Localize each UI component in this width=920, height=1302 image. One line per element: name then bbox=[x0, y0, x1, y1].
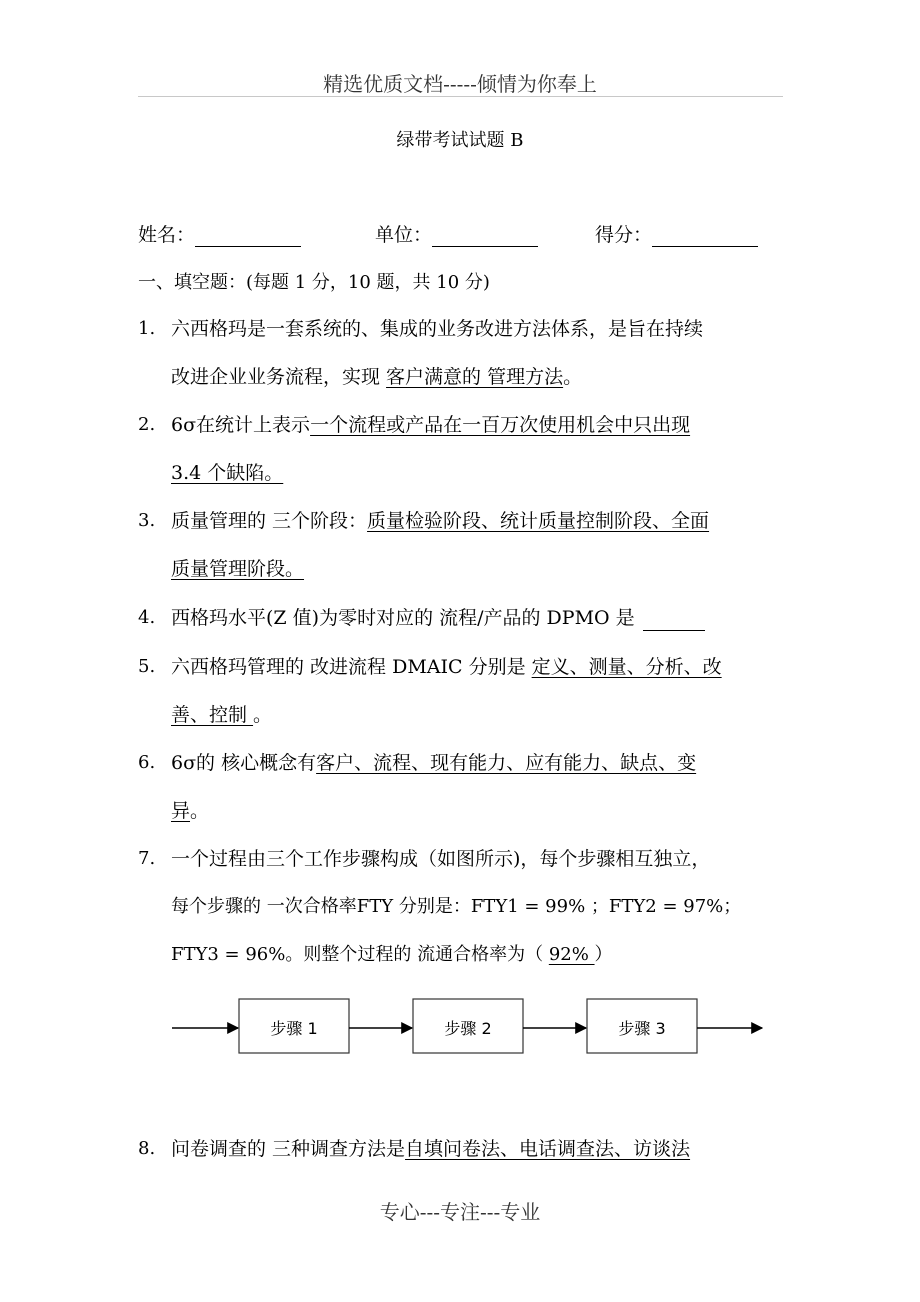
answer-text: 92% bbox=[548, 944, 595, 965]
question-2-line-2 bbox=[171, 460, 283, 486]
question-number: 1. bbox=[138, 318, 156, 339]
question-7-line-2: 每个步骤的 一次合格率FTY 分别是：FTY1 = 99% ；FTY2 = 97%； bbox=[171, 896, 742, 917]
score-field bbox=[595, 220, 758, 247]
question-text: 六西格玛管理的 改进流程 DMAIC 分别是 bbox=[171, 656, 532, 678]
question-text: 质量管理的 三个阶段： bbox=[171, 510, 368, 532]
question-7-line-1: 一个过程由三个工作步骤构成（如图所示)，每个步骤相互独立， bbox=[171, 848, 711, 870]
name-blank[interactable] bbox=[195, 224, 301, 247]
name-field bbox=[138, 220, 301, 247]
question-number: 5. bbox=[138, 656, 156, 677]
name-label: 姓名： bbox=[138, 224, 196, 246]
question-number: 8. bbox=[138, 1138, 156, 1159]
question-text: 。 bbox=[190, 800, 210, 822]
score-label: 得分： bbox=[595, 224, 653, 246]
question-6-line-1 bbox=[171, 750, 696, 776]
question-5-line-2 bbox=[171, 702, 272, 728]
answer-text: 客户、流程、现有能力、应有能力、缺点、变 bbox=[316, 752, 697, 774]
score-blank[interactable] bbox=[652, 224, 758, 247]
answer-text: 质量检验阶段、统计质量控制阶段、全面 bbox=[367, 510, 710, 532]
unit-label: 单位： bbox=[375, 224, 433, 246]
answer-text: 质量管理阶段。 bbox=[171, 558, 305, 580]
answer-blank[interactable] bbox=[643, 610, 705, 631]
question-text: 问卷调查的 三种调查方法是 bbox=[171, 1138, 406, 1160]
process-flow-diagram bbox=[170, 995, 770, 1065]
question-4-line-1 bbox=[171, 605, 705, 631]
question-text: 。 bbox=[563, 366, 583, 388]
answer-text: 客户满意的 管理方法 bbox=[386, 366, 564, 388]
question-number: 6. bbox=[138, 752, 156, 773]
question-text: 6σ在统计上表示 bbox=[171, 414, 311, 436]
question-text: 西格玛水平(Z 值)为零时对应的 流程/产品的 DPMO 是 bbox=[171, 607, 635, 629]
question-3-line-1 bbox=[171, 508, 709, 534]
question-2-line-1 bbox=[171, 412, 690, 438]
step-label: 步骤 1 bbox=[270, 1019, 318, 1038]
info-row bbox=[138, 220, 788, 250]
question-1-line-2 bbox=[171, 364, 582, 390]
question-text: 6σ的 核心概念有 bbox=[171, 752, 317, 774]
answer-text: 一个流程或产品在一百万次使用机会中只出现 bbox=[310, 414, 691, 436]
answer-text: 自填问卷法、电话调查法、访谈法 bbox=[405, 1138, 691, 1160]
question-number: 7. bbox=[138, 848, 156, 869]
header-divider bbox=[138, 96, 783, 97]
document-title: 绿带考试试题 B bbox=[396, 130, 524, 151]
question-6-line-2 bbox=[171, 798, 209, 824]
answer-text: 3.4 个缺陷。 bbox=[171, 462, 284, 484]
question-text: 。 bbox=[253, 704, 273, 726]
step-label: 步骤 3 bbox=[618, 1019, 666, 1038]
question-text: 改进企业业务流程，实现 bbox=[171, 366, 387, 388]
question-1-line-1: 六西格玛是一套系统的、集成的业务改进方法体系，是旨在持续 bbox=[171, 318, 704, 340]
question-3-line-2 bbox=[171, 556, 304, 582]
page-header-title: 精选优质文档-----倾情为你奉上 bbox=[323, 72, 597, 96]
answer-text: 异 bbox=[171, 800, 191, 822]
question-text: ） bbox=[594, 944, 613, 965]
unit-blank[interactable] bbox=[432, 224, 538, 247]
answer-text: 定义、测量、分析、改 bbox=[531, 656, 722, 678]
page-footer: 专心---专注---专业 bbox=[379, 1200, 541, 1224]
question-number: 4. bbox=[138, 607, 156, 628]
question-8-line-1 bbox=[171, 1136, 690, 1162]
step-label: 步骤 2 bbox=[444, 1019, 492, 1038]
question-7-line-3 bbox=[171, 942, 613, 968]
section-heading: 一、填空题：(每题 1 分，10 题，共 10 分) bbox=[138, 272, 490, 293]
answer-text: 善、控制 bbox=[171, 704, 254, 726]
question-number: 2. bbox=[138, 414, 156, 435]
question-5-line-1 bbox=[171, 654, 722, 680]
question-number: 3. bbox=[138, 510, 156, 531]
unit-field bbox=[375, 220, 538, 247]
question-text: FTY3 = 96%。则整个过程的 流通合格率为（ bbox=[171, 944, 549, 965]
